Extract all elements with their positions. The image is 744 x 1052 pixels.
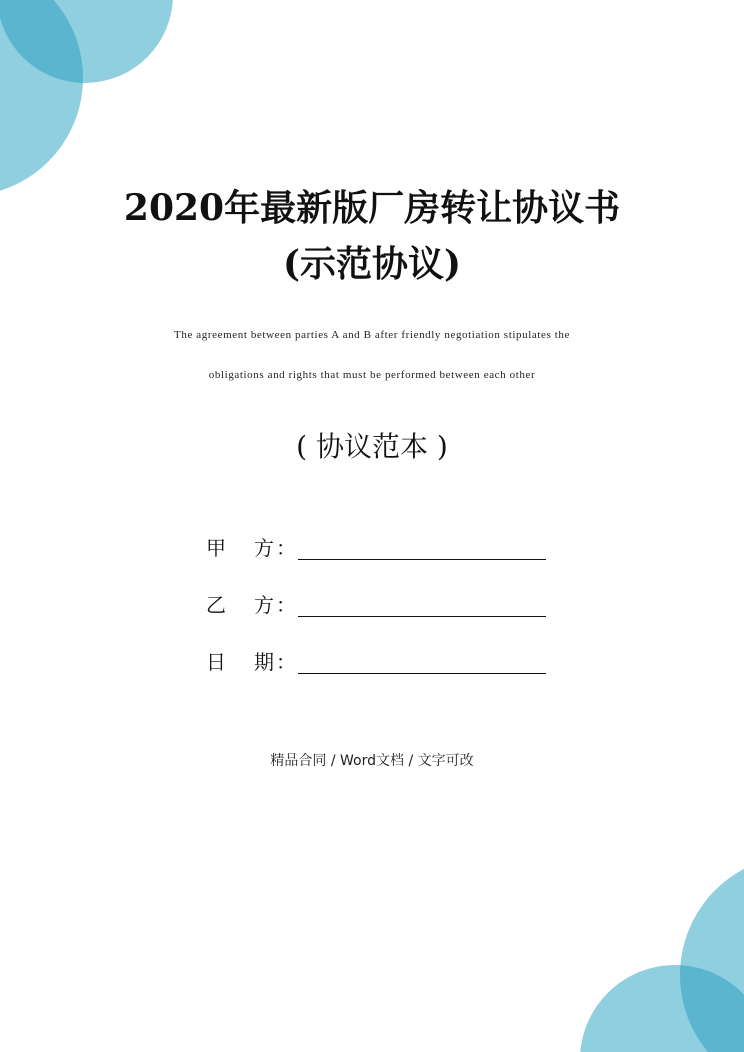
party-b-colon: ： (276, 593, 296, 617)
party-b-label-char2: 方 (254, 593, 274, 617)
party-a-blank-line[interactable] (298, 559, 546, 560)
date-label-char1: 日 (206, 650, 226, 674)
english-intro-line-1: The agreement between parties A and B after friendly negotiation stipulates the (174, 329, 570, 341)
date-label-char2: 期 (254, 650, 274, 674)
party-b-blank-line[interactable] (298, 616, 546, 617)
english-intro-line-2: obligations and rights that must be performed between each other (208, 369, 536, 381)
date-field (206, 648, 546, 678)
party-a-label-char2: 方 (254, 536, 274, 560)
top-left-circle-large (0, 0, 83, 196)
party-a-colon: ： (276, 536, 296, 560)
party-b-field (206, 591, 546, 621)
top-left-circle-overlap (0, 0, 173, 83)
bottom-right-circle-large (680, 855, 744, 1052)
party-a-label-char1: 甲 (206, 536, 226, 560)
footer-note: 精品合同 / Word文档 / 文字可改 (270, 753, 474, 769)
document-title-note: (示范协议) (282, 243, 462, 285)
bottom-right-circle-small (580, 965, 744, 1052)
date-colon: ： (276, 650, 296, 674)
document-title: 2020年最新版厂房转让协议书 (123, 187, 621, 229)
date-blank-line[interactable] (298, 673, 546, 674)
party-b-label-char1: 乙 (206, 593, 226, 617)
party-a-field (206, 534, 546, 564)
top-left-circle-small (0, 0, 173, 83)
agreement-template-label: ( 协议范本 ) (296, 430, 448, 463)
bottom-right-circle-overlap (580, 965, 744, 1052)
